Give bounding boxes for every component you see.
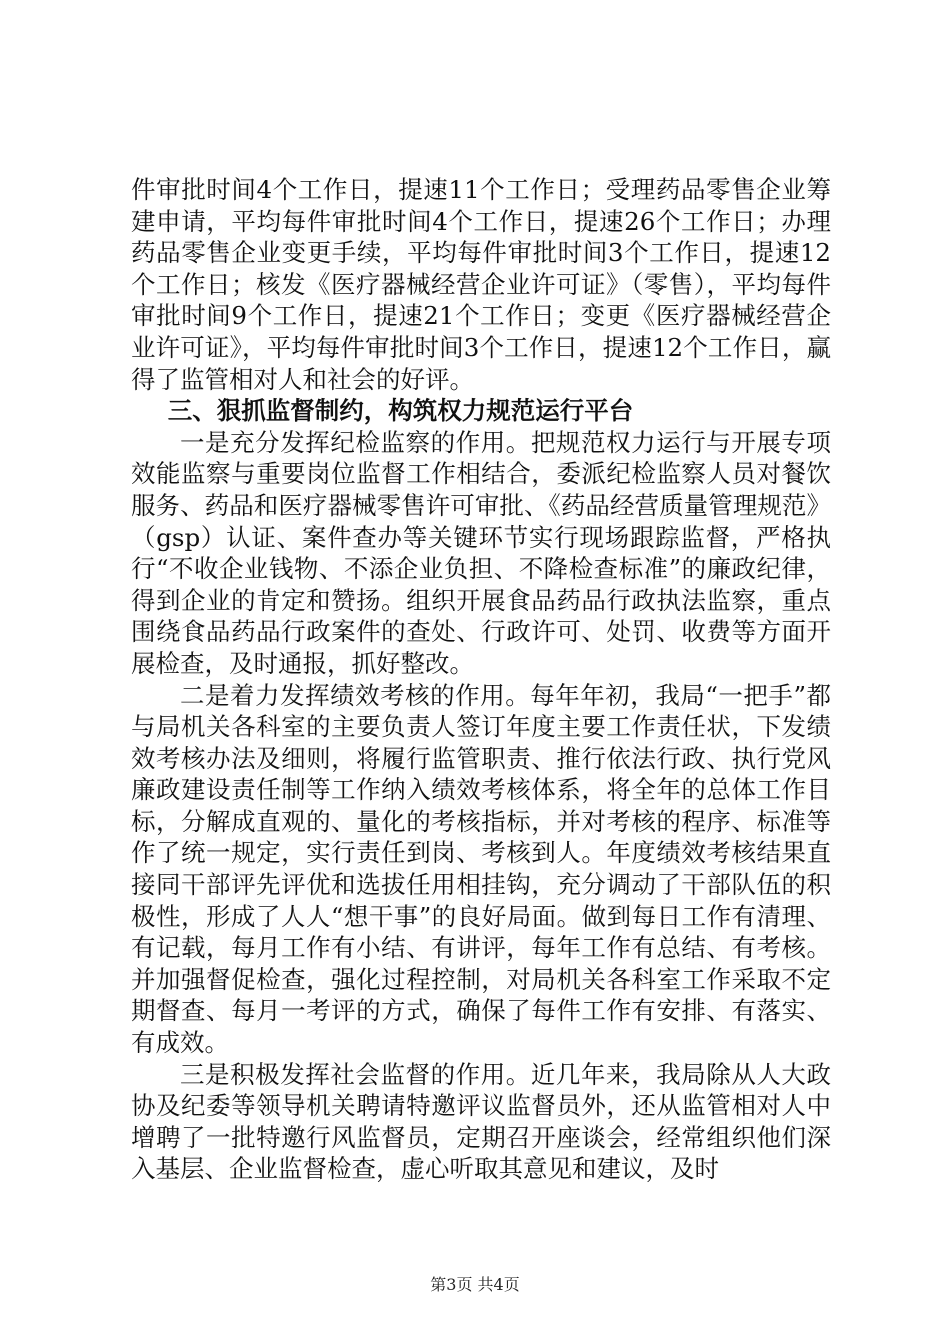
document-body — [131, 174, 831, 1185]
page-footer: 第3页 共4页 — [430, 1275, 520, 1294]
paragraph-continuation: 件审批时间4个工作日，提速11个工作日；受理药品零售企业筹建申请，平均每件审批时间4个工作日，提速26个工作日；办理药品零售企业变更手续，平均每件审批时间3个工作日，提速12个工作日；核发《医疗器械经营企业许可证》（零售），平均每件审批时间9个工作日，提速21个工作日；变更《医疗器械经营企业许可证》，平均每件审批时间3个工作日，提速12个工作日，赢得了监管相对人和社会的好评。 — [131, 175, 831, 394]
paragraph-discipline-inspection: 一是充分发挥纪检监察的作用。把规范权力运行与开展专项效能监察与重要岗位监督工作相结合，委派纪检监察人员对餐饮服务、药品和医疗器械零售许可审批、《药品经营质量管理规范》（gsp）认证、案件查办等关键环节实行现场跟踪监督，严格执行“不收企业钱物、不添企业负担、不降检查标准”的廉政纪律，得到企业的肯定和赞扬。组织开展食品药品行政执法监察，重点围绕食品药品行政案件的查处、行政许可、处罚、收费等方面开展检查，及时通报，抓好整改。 — [131, 427, 831, 678]
paragraph-social-supervision: 三是积极发挥社会监督的作用。近几年来，我局除从人大政协及纪委等领导机关聘请特邀评议监督员外，还从监管相对人中增聘了一批特邀行风监督员，定期召开座谈会，经常组织他们深入基层、企业监督检查，虚心听取其意见和建议，及时 — [131, 1059, 831, 1184]
section-heading: 三、狠抓监督制约，构筑权力规范运行平台 — [167, 396, 634, 426]
paragraph-performance-assessment: 二是着力发挥绩效考核的作用。每年年初，我局“一把手”都与局机关各科室的主要负责人签订年度主要工作责任状，下发绩效考核办法及细则，将履行监管职责、推行依法行政、执行党风廉政建设责任制等工作纳入绩效考核体系，将全年的总体工作目标，分解成直观的、量化的考核指标，并对考核的程序、标准等作了统一规定，实行责任到岗、考核到人。年度绩效考核结果直接同干部评先评优和选拔任用相挂钩，充分调动了干部队伍的积极性，形成了人人“想干事”的良好局面。做到每日工作有清理、有记载，每月工作有小结、有讲评，每年工作有总结、有考核。并加强督促检查，强化过程控制，对局机关各科室工作采取不定期督查、每月一考评的方式，确保了每件工作有安排、有落实、有成效。 — [131, 680, 831, 1058]
